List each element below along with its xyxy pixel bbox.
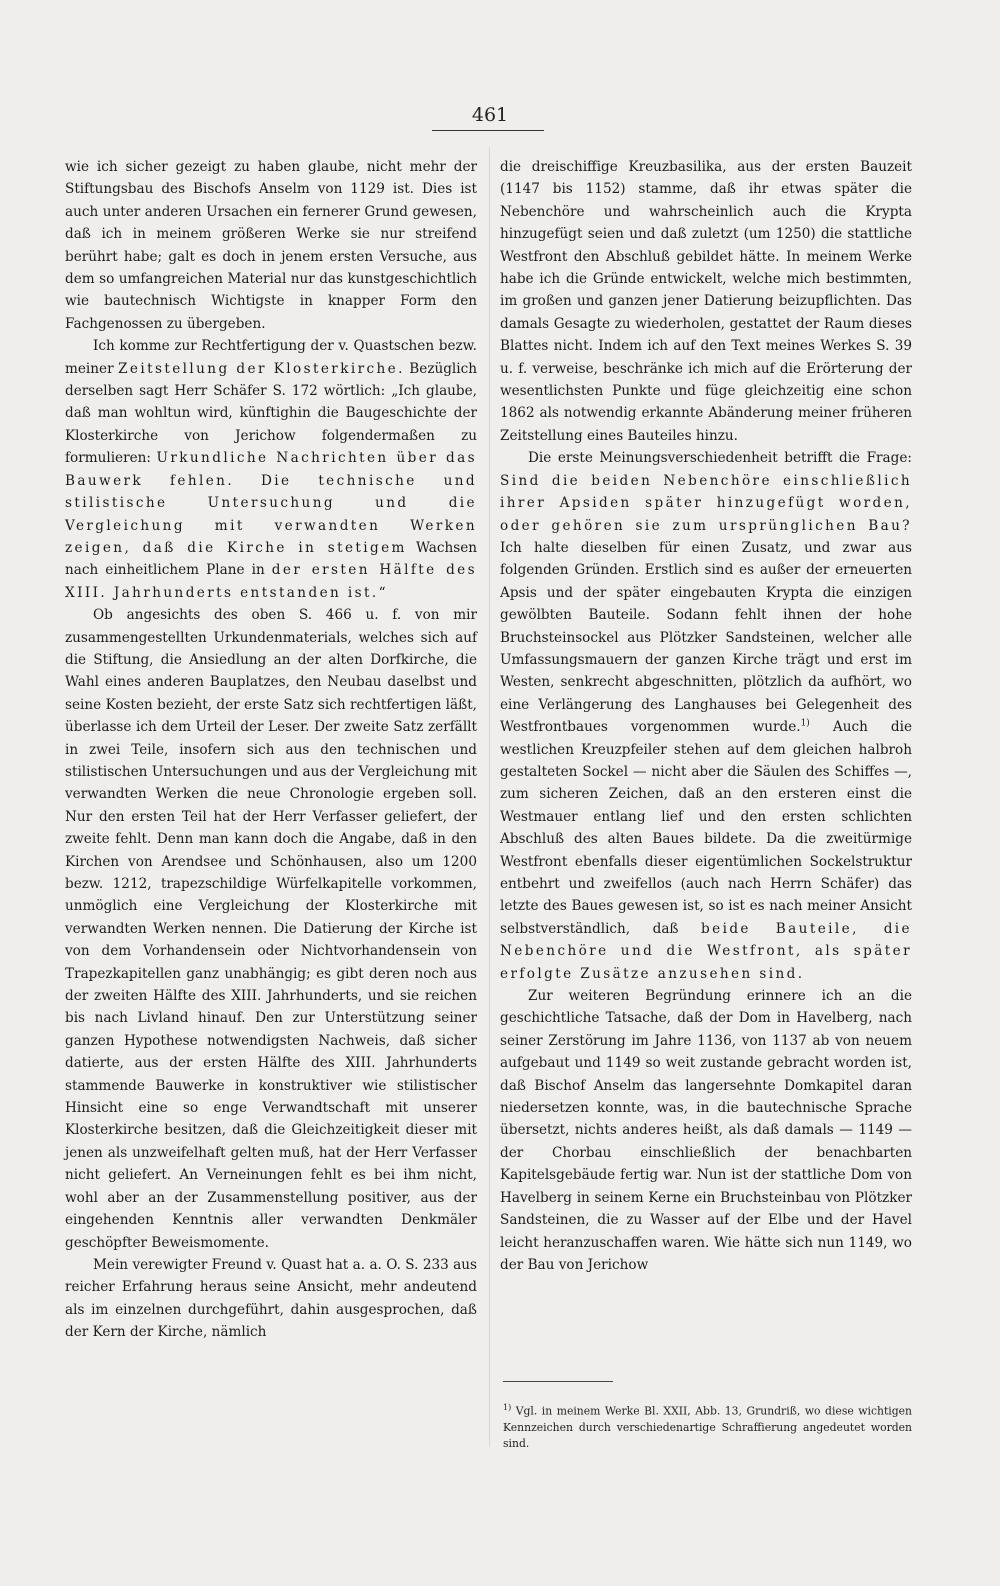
right-paragraph-2b-spaced: Sind die beiden Nebenchöre einschließlich ihrer Apsiden später hinzugefügt worden, oder gehören sie zum ursprünglichen Bau? [500,472,912,534]
left-paragraph-2e: Wachsen nach einheitlichem Plane in [65,539,477,579]
left-paragraph-1-text: wie ich sicher gezeigt zu haben glaube, nicht mehr der Stiftungsbau des Bischofs Anselm von 1129 ist. Dies ist auch unter anderen Ursachen ein fernerer Grund gewesen, daß ich in meinem größeren Werke sie nur streifend berührt habe; galt es doch in jenem ersten Versuche, aus dem so umfangreichen Material nur das kunstgeschichtlich wie bautechnisch Wichtigste in knapper Form den Fachgenossen zu übergeben. [65,159,477,332]
right-paragraph-3-text: Zur weiteren Begründung erinnere ich an die geschichtliche Tatsache, daß der Dom in Havelberg, nach seiner Zerstörung im Jahre 1136, von 1137 ab von neuem aufgebaut und 1149 so weit zustande gebracht worden ist, daß Bischof Anselm das langersehnte Domkapitel daran niedersetzen konnte, was, in die bautechnische Sprache übersetzt, nichts anderes heißt, als daß damals — 1149 — der Chorbau einschließlich der benachbarten Kapitelsgebäude fertig war. Nun ist der stattliche Dom von Havelberg in seinem Kerne ein Bruchsteinbau von Plötzker Sandsteinen, die zu Wasser auf der Elbe und der Havel leicht heranzuschaffen waren. Wie hätte sich nun 1149, wo der Bau von Jerichow [500,988,912,1273]
left-column [65,156,477,1344]
footnote-text: Vgl. in meinem Werke Bl. XXII, Abb. 13, Grundriß, wo diese wichtigen Kennzeichen durch verschiedenartige Schraffierung angedeutet worden sind. [503,1404,912,1450]
left-paragraph-3 [65,604,477,1254]
page-number-rule [432,130,544,131]
left-paragraph-2a: Ich komme zur Rechtfertigung der v. Quastschen bezw. meiner [65,338,477,377]
footnote-reference[interactable]: 1) [800,718,810,729]
column-divider [489,147,490,1447]
right-paragraph-2 [500,447,912,985]
left-paragraph-2f-spaced: der ersten Hälfte des XIII. Jahrhunderts entstanden ist.“ [65,562,477,601]
left-paragraph-2c: Bezüglich derselben sagt Herr Schäfer S. 172 wörtlich: „Ich glaube, daß man wohltun wird, künftighin die Baugeschichte der Klosterkirche von Jerichow folgendermaßen zu formulieren: [65,360,477,467]
right-paragraph-1-text: die dreischiffige Kreuzbasilika, aus der ersten Bauzeit (1147 bis 1152) stamme, daß ihr etwas später die Nebenchöre und wahrscheinlich auch die Krypta hinzugefügt seien und daß zuletzt (um 1250) die stattliche Westfront den Abschluß gebildet hätte. In meinem Werke habe ich die Gründe entwickelt, welche mich bestimmten, im großen und ganzen jener Datierung beizupflichten. Das damals Gesagte zu wiederholen, gestattet der Raum dieses Blattes nicht. Indem ich auf den Text meines Werkes S. 39 u. f. verweise, beschränke ich mich auf die Erörterung der wesentlichsten Punkte und füge gleichzeitig eine schon 1862 als notwendig erkannte Abänderung meiner früheren Zeitstellung eines Bauteiles hinzu. [500,159,912,444]
footnote-rule [503,1381,613,1382]
right-paragraph-2e-spaced: beide Bauteile, die Nebenchöre und die Westfront, als später erfolgte Zusätze anzusehen sind. [500,920,912,982]
right-paragraph-2d: Auch die westlichen Kreuzpfeiler stehen auf dem gleichen halbroh gestalteten Sockel — nicht aber die Säulen des Schiffes —, zum sicheren Zeichen, daß an den ersteren einst die Westmauer entlang lief und den ersten schlichten Abschluß des alten Baues bildete. Da die zweitürmige Westfront ebenfalls dieser eigentümlichen Sockelstruktur entbehrt und zweifellos (auch nach Herrn Schäfer) das letzte des Baues gewesen ist, so ist es nach meiner Ansicht selbstverständlich, daß [500,719,913,937]
left-paragraph-4 [65,1254,477,1344]
left-paragraph-1 [65,156,477,335]
left-paragraph-2d-spaced: Urkundliche Nachrichten über das Bauwerk fehlen. Die technische und stilistische Untersuchung und die Vergleichung mit verwandten Werken zeigen, daß die Kirche in stetigem [65,450,478,556]
left-paragraph-3-text: Ob angesichts des oben S. 466 u. f. von mir zusammengestellten Urkundenmaterials, welches sich auf die Stiftung, die Ansiedlung an der alten Dorfkirche, die Wahl eines anderen Bauplatzes, den Neubau daselbst und seine Kosten bezieht, der erste Satz sich rechtfertigen läßt, überlasse ich dem Urteil der Leser. Der zweite Satz zerfällt in zwei Teile, insofern sich aus den technischen und stilistischen Untersuchungen und aus der Vergleichung mit verwandten Werken die neue Chronologie ergeben soll. Nur den ersten Teil hat der Herr Verfasser geliefert, der zweite fehlt. Denn man kann doch die Angabe, daß in den Kirchen von Arendsee und Schönhausen, also um 1200 bezw. 1212, trapezschildige Würfelkapitelle vorkommen, unmöglich eine Vergleichung der Klosterkirche mit verwandten Werken nennen. Die Datierung der Kirche ist von dem Vorhandensein oder Nichtvorhandensein von Trapezkapitellen ganz unabhängig; es gibt deren noch aus der zweiten Hälfte des XIII. Jahrhunderts, und sie reichen bis nach Livland hinauf. Den zur Unterstützung seiner ganzen Hypothese notwendigsten Nachweis, daß sicher datierte, aus der ersten Hälfte des XIII. Jahrhunderts stammende Bauwerke in konstruktiver wie stilistischer Hinsicht eine so enge Verwandtschaft mit unserer Klosterkirche besitzen, daß die Gleichzeitigkeit dieser mit jenen als unzweifelhaft gelten muß, hat der Herr Verfasser nicht geliefert. An Verneinungen fehlt es bei ihm nicht, wohl aber an der Zusammenstellung positiver, aus der eingehenden Kenntnis aller verwandten Denkmäler geschöpfter Beweismomente. [65,607,477,1251]
footnote [503,1400,912,1452]
left-paragraph-2b-spaced: Zeitstellung der Klosterkirche. [118,360,405,377]
left-paragraph-4-text: Mein verewigter Freund v. Quast hat a. a. O. S. 233 aus reicher Erfahrung heraus seine Ansicht, mehr andeutend als im einzelnen durchgeführt, dahin ausgesprochen, daß der Kern der Kirche, nämlich [65,1256,477,1341]
right-paragraph-3 [500,985,912,1276]
page-number: 461 [471,104,509,126]
right-paragraph-1 [500,156,912,447]
left-paragraph-2 [65,335,477,604]
right-paragraph-2a: Die erste Meinungsverschiedenheit betrifft die Frage: [528,450,912,467]
right-column [500,156,912,1276]
footnote-mark: 1) [503,1403,512,1412]
right-paragraph-2c: Ich halte dieselben für einen Zusatz, und zwar aus folgenden Gründen. Erstlich sind es außer der erneuerten Apsis und der später eingebauten Krypta die einzigen gewölbten Bauteile. Sodann fehlt ihnen der hohe Bruchsteinsockel aus Plötzker Sandsteinen, welcher alle Umfassungsmauern der ganzen Kirche trägt und erst im Westen, senkrecht abgeschnitten, plötzlich da aufhört, wo eine Verlängerung des Langhauses bei Gelegenheit des Westfrontbaues vorgenommen wurde. [500,539,912,736]
